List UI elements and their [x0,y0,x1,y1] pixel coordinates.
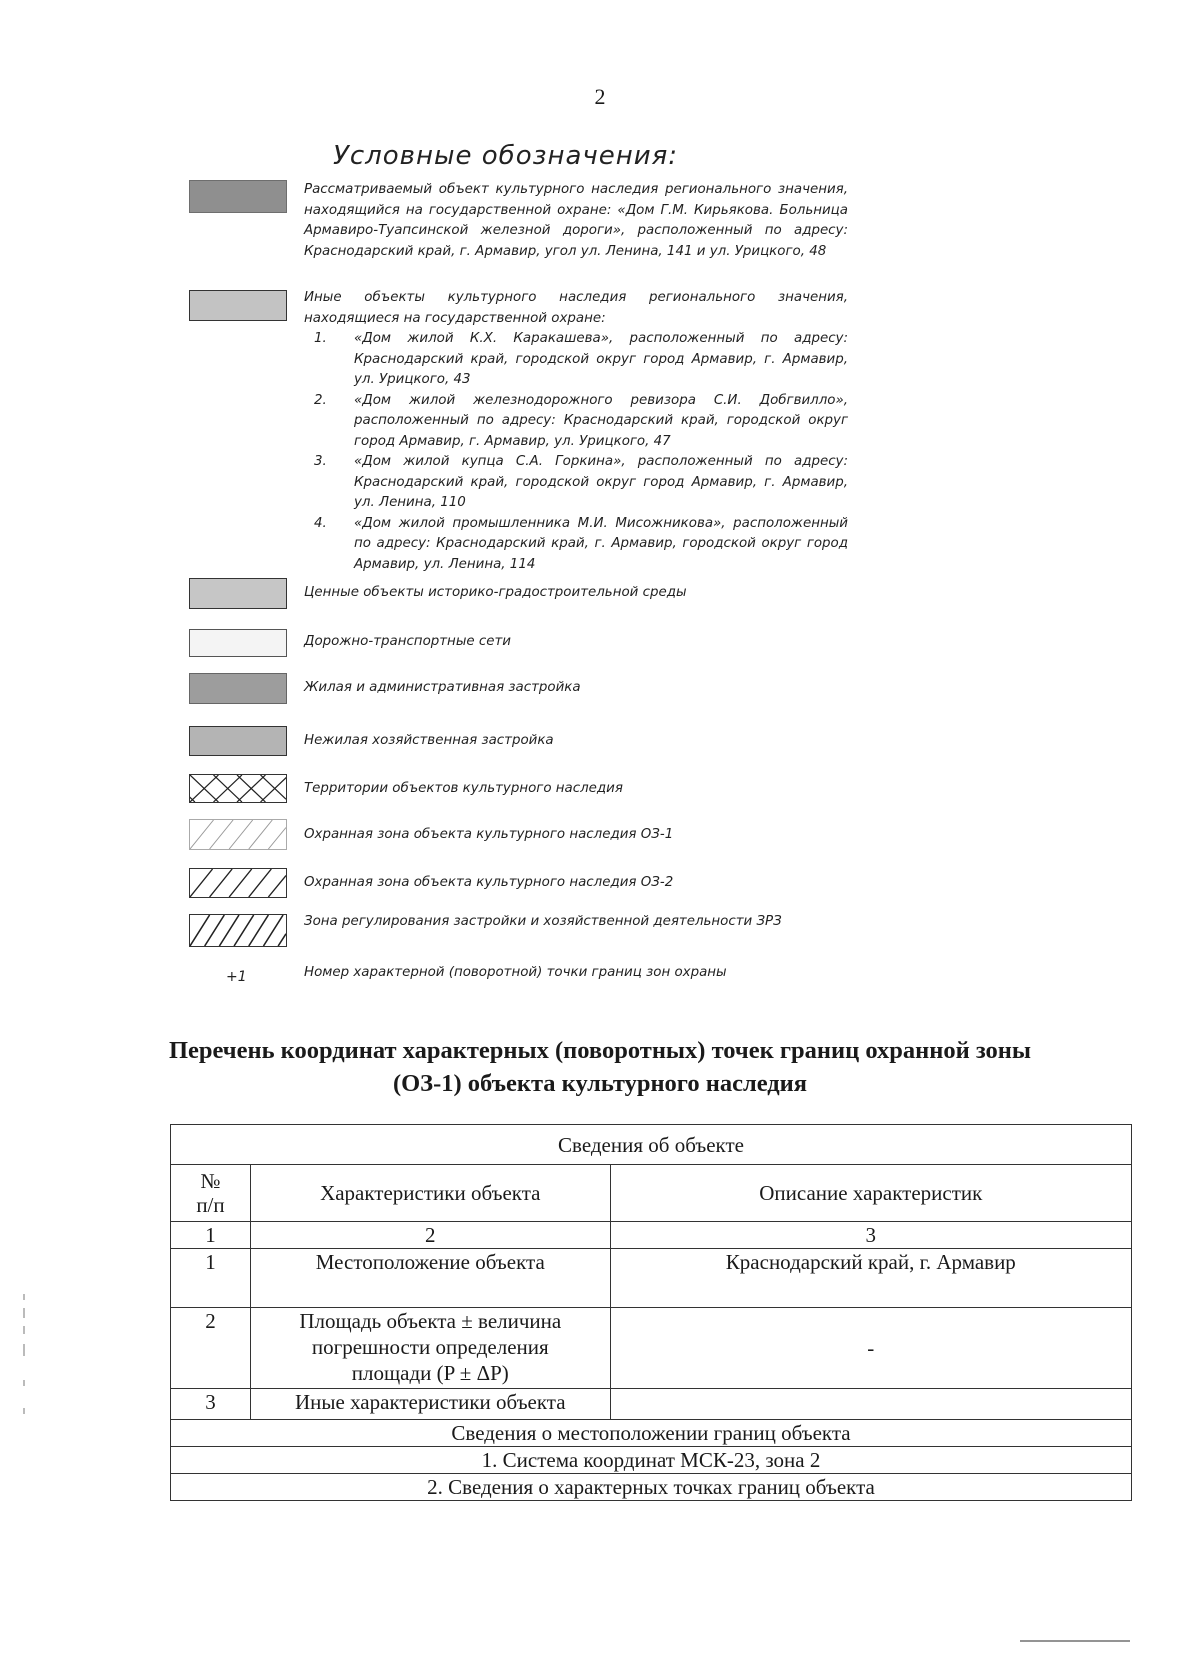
index-cell: 2 [250,1222,610,1249]
legend-other-objects-list [304,329,848,575]
section-title-cell: Сведения об объекте [171,1125,1132,1165]
legend-text-nonresidential: Нежилая хозяйственная застройка [304,733,554,748]
legend-swatch-valuable [189,578,287,609]
legend-other-object-item: 1. «Дом жилой К.Х. Каракашева», расположенный по адресу: Краснодарский край, городской округ город Армавир, г. Армавир, ул. Урицкого, 43 [314,331,848,387]
object-info-table [170,1124,1132,1501]
index-cell: 1 [171,1222,251,1249]
light-hatch-pattern [190,820,286,849]
legend-text-zrz: Зона регулирования застройки и хозяйственной деятельности ЗРЗ [304,914,782,929]
hatch-pattern [190,869,286,897]
row-num-cell: 3 [171,1389,251,1420]
table-header-row [171,1165,1132,1222]
crosshatch-pattern [190,775,286,802]
table-row [171,1308,1132,1389]
table-crs-row [171,1447,1132,1474]
header-char-cell: Характеристики объекта [250,1165,610,1222]
legend-swatch-nonresidential [189,726,287,756]
crs-cell: 1. Система координат МСК-23, зона 2 [171,1447,1132,1474]
row-char-cell: Местоположение объекта [250,1249,610,1308]
page-number: 2 [594,84,606,109]
table-location-title-row [171,1420,1132,1447]
legend-other-object-item: 2. «Дом жилой железнодорожного ревизора С.И. Добгвилло», расположенный по адресу: Краснодарский край, городской округ город Армавир, г. Армавир, ул. Урицкого, 47 [314,392,848,449]
table-index-row [171,1222,1132,1249]
document-heading: Перечень координат характерных (поворотных) точек границ охранной зоны (ОЗ-1) объекта культурного наследия [168,1037,1032,1097]
legend-other-object-item: 4. «Дом жилой промышленника М.И. Мисожникова», расположенный по адресу: Краснодарский край, г. Армавир, городской округ город Армавир, ул. Ленина, 114 [314,515,848,572]
legend-swatch-other-objects [189,290,287,321]
table-section-header [171,1125,1132,1165]
legend-swatch-oz2 [189,868,287,898]
table-row [171,1249,1132,1308]
legend-text-territory: Территории объектов культурного наследия [304,781,623,796]
legend-text-residential: Жилая и административная застройка [304,680,581,695]
table-points-title-row [171,1474,1132,1501]
row-desc-cell: - [610,1308,1131,1389]
legend-text-main-object: Рассматриваемый объект культурного наследия регионального значения, находящийся на государственной охране: «Дом Г.М. Кирьякова. Больница Армавиро-Туапсинской железной дороги», расположенный по адресу: Краснодарский край, г. Армавир, угол ул. Ленина, 141 и ул. Урицкого, 48 [304,182,848,259]
header-desc-cell: Описание характеристик [610,1165,1131,1222]
row-desc-cell [610,1389,1131,1420]
legend-text-oz1: Охранная зона объекта культурного наследия ОЗ-1 [304,827,674,842]
legend-swatch-oz1 [189,819,287,850]
legend-swatch-road [189,629,287,657]
legend-text-valuable: Ценные объекты историко-градостроительной среды [304,585,687,600]
legend-swatch-territory [189,774,287,803]
index-cell: 3 [610,1222,1131,1249]
legend-text-oz2: Охранная зона объекта культурного наследия ОЗ-2 [304,875,674,890]
row-num-cell: 1 [171,1249,251,1308]
row-desc-cell: Краснодарский край, г. Армавир [610,1249,1131,1308]
legend-swatch-zrz [189,914,287,947]
legend-swatch-residential [189,673,287,704]
legend-text-point: Номер характерной (поворотной) точки границ зон охраны [304,965,727,980]
legend-point-symbol: +1 [226,969,247,985]
row-num-cell: 2 [171,1308,251,1389]
row-char-cell: Площадь объекта ± величина погрешности определения площади (P ± ΔP) [250,1308,610,1389]
legend-other-object-item: 3. «Дом жилой купца С.А. Горкина», расположенный по адресу: Краснодарский край, городской округ город Армавир, г. Армавир, ул. Ленина, 110 [314,454,848,510]
legend-text-other-objects-intro: Иные объекты культурного наследия регионального значения, находящиеся на государственной охране: [304,290,848,326]
row-char-cell: Иные характеристики объекта [250,1389,610,1420]
legend-text-road: Дорожно-транспортные сети [304,634,511,649]
legend-title: Условные обозначения: [333,141,679,171]
header-num-cell: № п/п [171,1165,251,1222]
location-title-cell: Сведения о местоположении границ объекта [171,1420,1132,1447]
table-row [171,1389,1132,1420]
points-title-cell: 2. Сведения о характерных точках границ объекта [171,1474,1132,1501]
legend-swatch-main-object [189,180,287,213]
dense-hatch-pattern [190,915,286,946]
